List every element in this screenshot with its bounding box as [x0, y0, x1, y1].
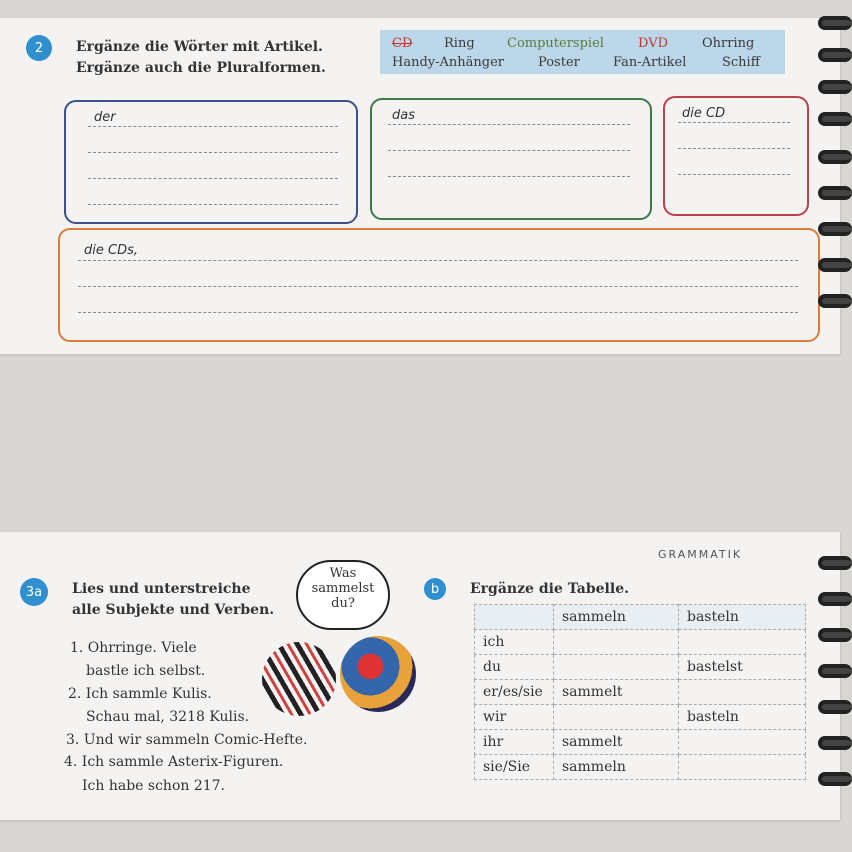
spiral-ring — [818, 592, 852, 606]
sentence-2b: Schau mal, 3218 Kulis. — [86, 709, 250, 725]
das-label: das — [392, 108, 415, 123]
sammeln-cell[interactable]: sammelt — [554, 730, 679, 755]
pronoun-cell: sie/Sie — [475, 755, 554, 780]
speech-bubble — [296, 560, 390, 630]
der-label: der — [94, 110, 116, 125]
sammeln-cell[interactable]: sammelt — [554, 680, 679, 705]
spiral-ring — [818, 186, 852, 200]
die-label: die CD — [682, 106, 726, 121]
word-cd: CD — [392, 36, 413, 51]
basteln-cell[interactable] — [679, 730, 806, 755]
basteln-cell[interactable]: bastelst — [679, 655, 806, 680]
pronoun-cell: wir — [475, 705, 554, 730]
spiral-ring — [818, 628, 852, 642]
basteln-cell[interactable] — [679, 755, 806, 780]
spiral-ring — [818, 80, 852, 94]
bubble-line-2: sammelst — [311, 581, 375, 596]
sentence-4b: Ich habe schon 217. — [82, 778, 226, 794]
table-row — [475, 630, 806, 655]
basteln-cell[interactable]: basteln — [679, 705, 806, 730]
spiral-ring — [818, 222, 852, 236]
conjugation-table — [474, 604, 806, 780]
bubble-line-3: du? — [331, 596, 355, 611]
spiral-ring — [818, 772, 852, 786]
sentence-1a: 1. Ohrringe. Viele — [70, 640, 197, 656]
basteln-cell[interactable] — [679, 630, 806, 655]
plural-label: die CDs, — [84, 243, 138, 258]
table-row — [475, 680, 806, 705]
exercise-3b-letter: b — [424, 578, 446, 600]
sentence-2a: 2. Ich sammle Kulis. — [68, 686, 212, 702]
word-handy-anhaenger: Handy-Anhänger — [392, 55, 505, 70]
exercise-2-instruction-1: Ergänze die Wörter mit Artikel. — [76, 39, 323, 55]
word-dvd: DVD — [638, 36, 669, 51]
sentence-3: 3. Und wir sammeln Comic-Hefte. — [66, 732, 308, 748]
table-row — [475, 705, 806, 730]
word-schiff: Schiff — [722, 55, 760, 70]
sentence-1b: bastle ich selbst. — [86, 663, 206, 679]
exercise-3a-number: 3a — [20, 578, 48, 606]
word-ohrring: Ohrring — [702, 36, 755, 51]
word-computerspiel: Computerspiel — [507, 36, 604, 51]
der-line-3[interactable] — [88, 178, 338, 179]
pronoun-cell: ihr — [475, 730, 554, 755]
table-row — [475, 655, 806, 680]
table-header: basteln — [679, 605, 806, 630]
spiral-ring — [818, 258, 852, 272]
die-line-3[interactable] — [678, 174, 790, 175]
exercise-3b-instruction: Ergänze die Tabelle. — [470, 581, 629, 597]
spiral-ring — [818, 664, 852, 678]
plural-line-2[interactable] — [78, 286, 798, 287]
sammeln-cell[interactable] — [554, 655, 679, 680]
das-line-2[interactable] — [388, 150, 630, 151]
plural-line-3[interactable] — [78, 312, 798, 313]
worksheet-top — [0, 18, 840, 354]
word-bank — [380, 30, 785, 74]
word-poster: Poster — [538, 55, 580, 70]
der-line-1[interactable] — [88, 126, 338, 127]
table-row — [475, 755, 806, 780]
pronoun-cell: du — [475, 655, 554, 680]
word-fan-artikel: Fan-Artikel — [613, 55, 687, 70]
die-line-2[interactable] — [678, 148, 790, 149]
comics-image — [340, 636, 416, 712]
sentence-4a: 4. Ich sammle Asterix-Figuren. — [64, 754, 284, 770]
spiral-ring — [818, 48, 852, 62]
pronoun-cell: ich — [475, 630, 554, 655]
spiral-ring — [818, 736, 852, 750]
exercise-2-number: 2 — [26, 35, 52, 61]
table-header-row — [475, 605, 806, 630]
table-header — [475, 605, 554, 630]
spiral-ring — [818, 112, 852, 126]
spiral-ring — [818, 16, 852, 30]
das-line-1[interactable] — [388, 124, 630, 125]
plural-line-1[interactable] — [78, 260, 798, 261]
plural-box — [58, 228, 820, 342]
sammeln-cell[interactable] — [554, 630, 679, 655]
sammeln-cell[interactable]: sammeln — [554, 755, 679, 780]
spiral-ring — [818, 294, 852, 308]
spiral-ring — [818, 556, 852, 570]
der-line-2[interactable] — [88, 152, 338, 153]
word-ring: Ring — [444, 36, 475, 51]
sammeln-cell[interactable] — [554, 705, 679, 730]
spiral-ring — [818, 150, 852, 164]
pens-image — [262, 642, 336, 716]
der-line-4[interactable] — [88, 204, 338, 205]
worksheet-bottom — [0, 532, 840, 820]
exercise-2-instruction-2: Ergänze auch die Pluralformen. — [76, 60, 326, 76]
pronoun-cell: er/es/sie — [475, 680, 554, 705]
section-heading: GRAMMATIK — [658, 548, 743, 561]
exercise-3a-instruction-2: alle Subjekte und Verben. — [72, 602, 275, 618]
basteln-cell[interactable] — [679, 680, 806, 705]
die-line-1[interactable] — [678, 122, 790, 123]
exercise-3a-instruction-1: Lies und unterstreiche — [72, 581, 251, 597]
bubble-line-1: Was — [329, 566, 357, 581]
table-header: sammeln — [554, 605, 679, 630]
table-row — [475, 730, 806, 755]
das-line-3[interactable] — [388, 176, 630, 177]
spiral-ring — [818, 700, 852, 714]
